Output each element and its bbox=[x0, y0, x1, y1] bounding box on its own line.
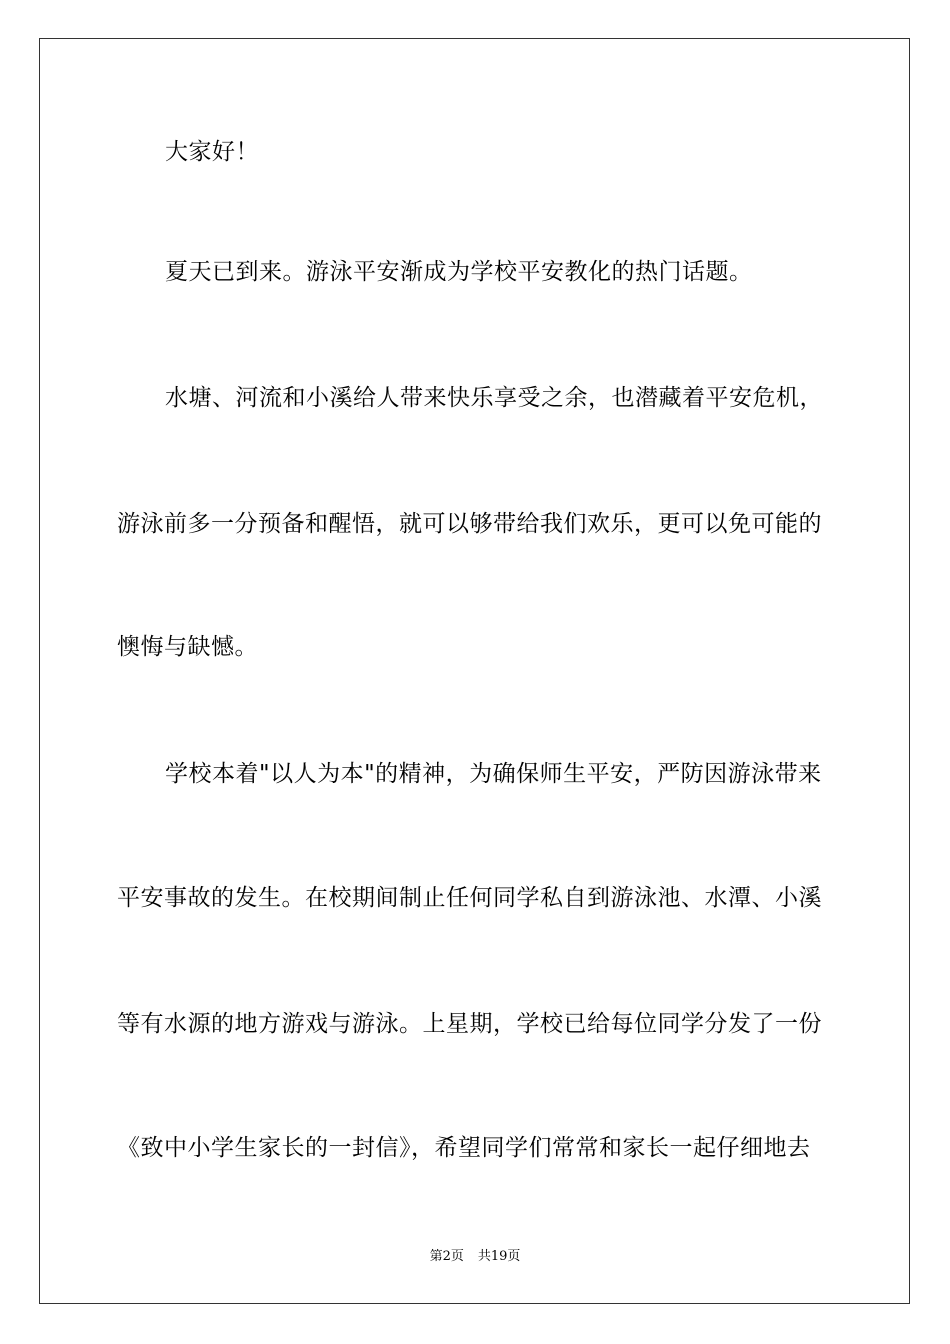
page-number: 第2页 bbox=[429, 1249, 464, 1264]
paragraph-line: 等有水源的地方游戏与游泳。上星期，学校已给每位同学分发了一份 bbox=[117, 1011, 822, 1037]
page-frame bbox=[39, 38, 910, 1304]
paragraph-line: 水塘、河流和小溪给人带来快乐享受之余，也潜藏着平安危机， bbox=[165, 385, 823, 411]
total-pages: 共19页 bbox=[477, 1249, 521, 1264]
greeting-line: 大家好！ bbox=[165, 139, 259, 165]
paragraph-line: 学校本着"以人为本"的精神，为确保师生平安，严防因游泳带来 bbox=[165, 761, 822, 787]
paragraph-line: 懊悔与缺憾。 bbox=[117, 634, 258, 660]
paragraph-line: 《致中小学生家长的一封信》，希望同学们常常和家长一起仔细地去 bbox=[117, 1135, 811, 1161]
paragraph-line: 游泳前多一分预备和醒悟，就可以够带给我们欢乐，更可以免可能的 bbox=[117, 511, 822, 537]
paragraph-line: 夏天已到来。游泳平安渐成为学校平安教化的热门话题。 bbox=[165, 259, 753, 285]
paragraph-line: 平安事故的发生。在校期间制止任何同学私自到游泳池、水潭、小溪 bbox=[117, 885, 822, 911]
page-footer bbox=[0, 1249, 950, 1265]
